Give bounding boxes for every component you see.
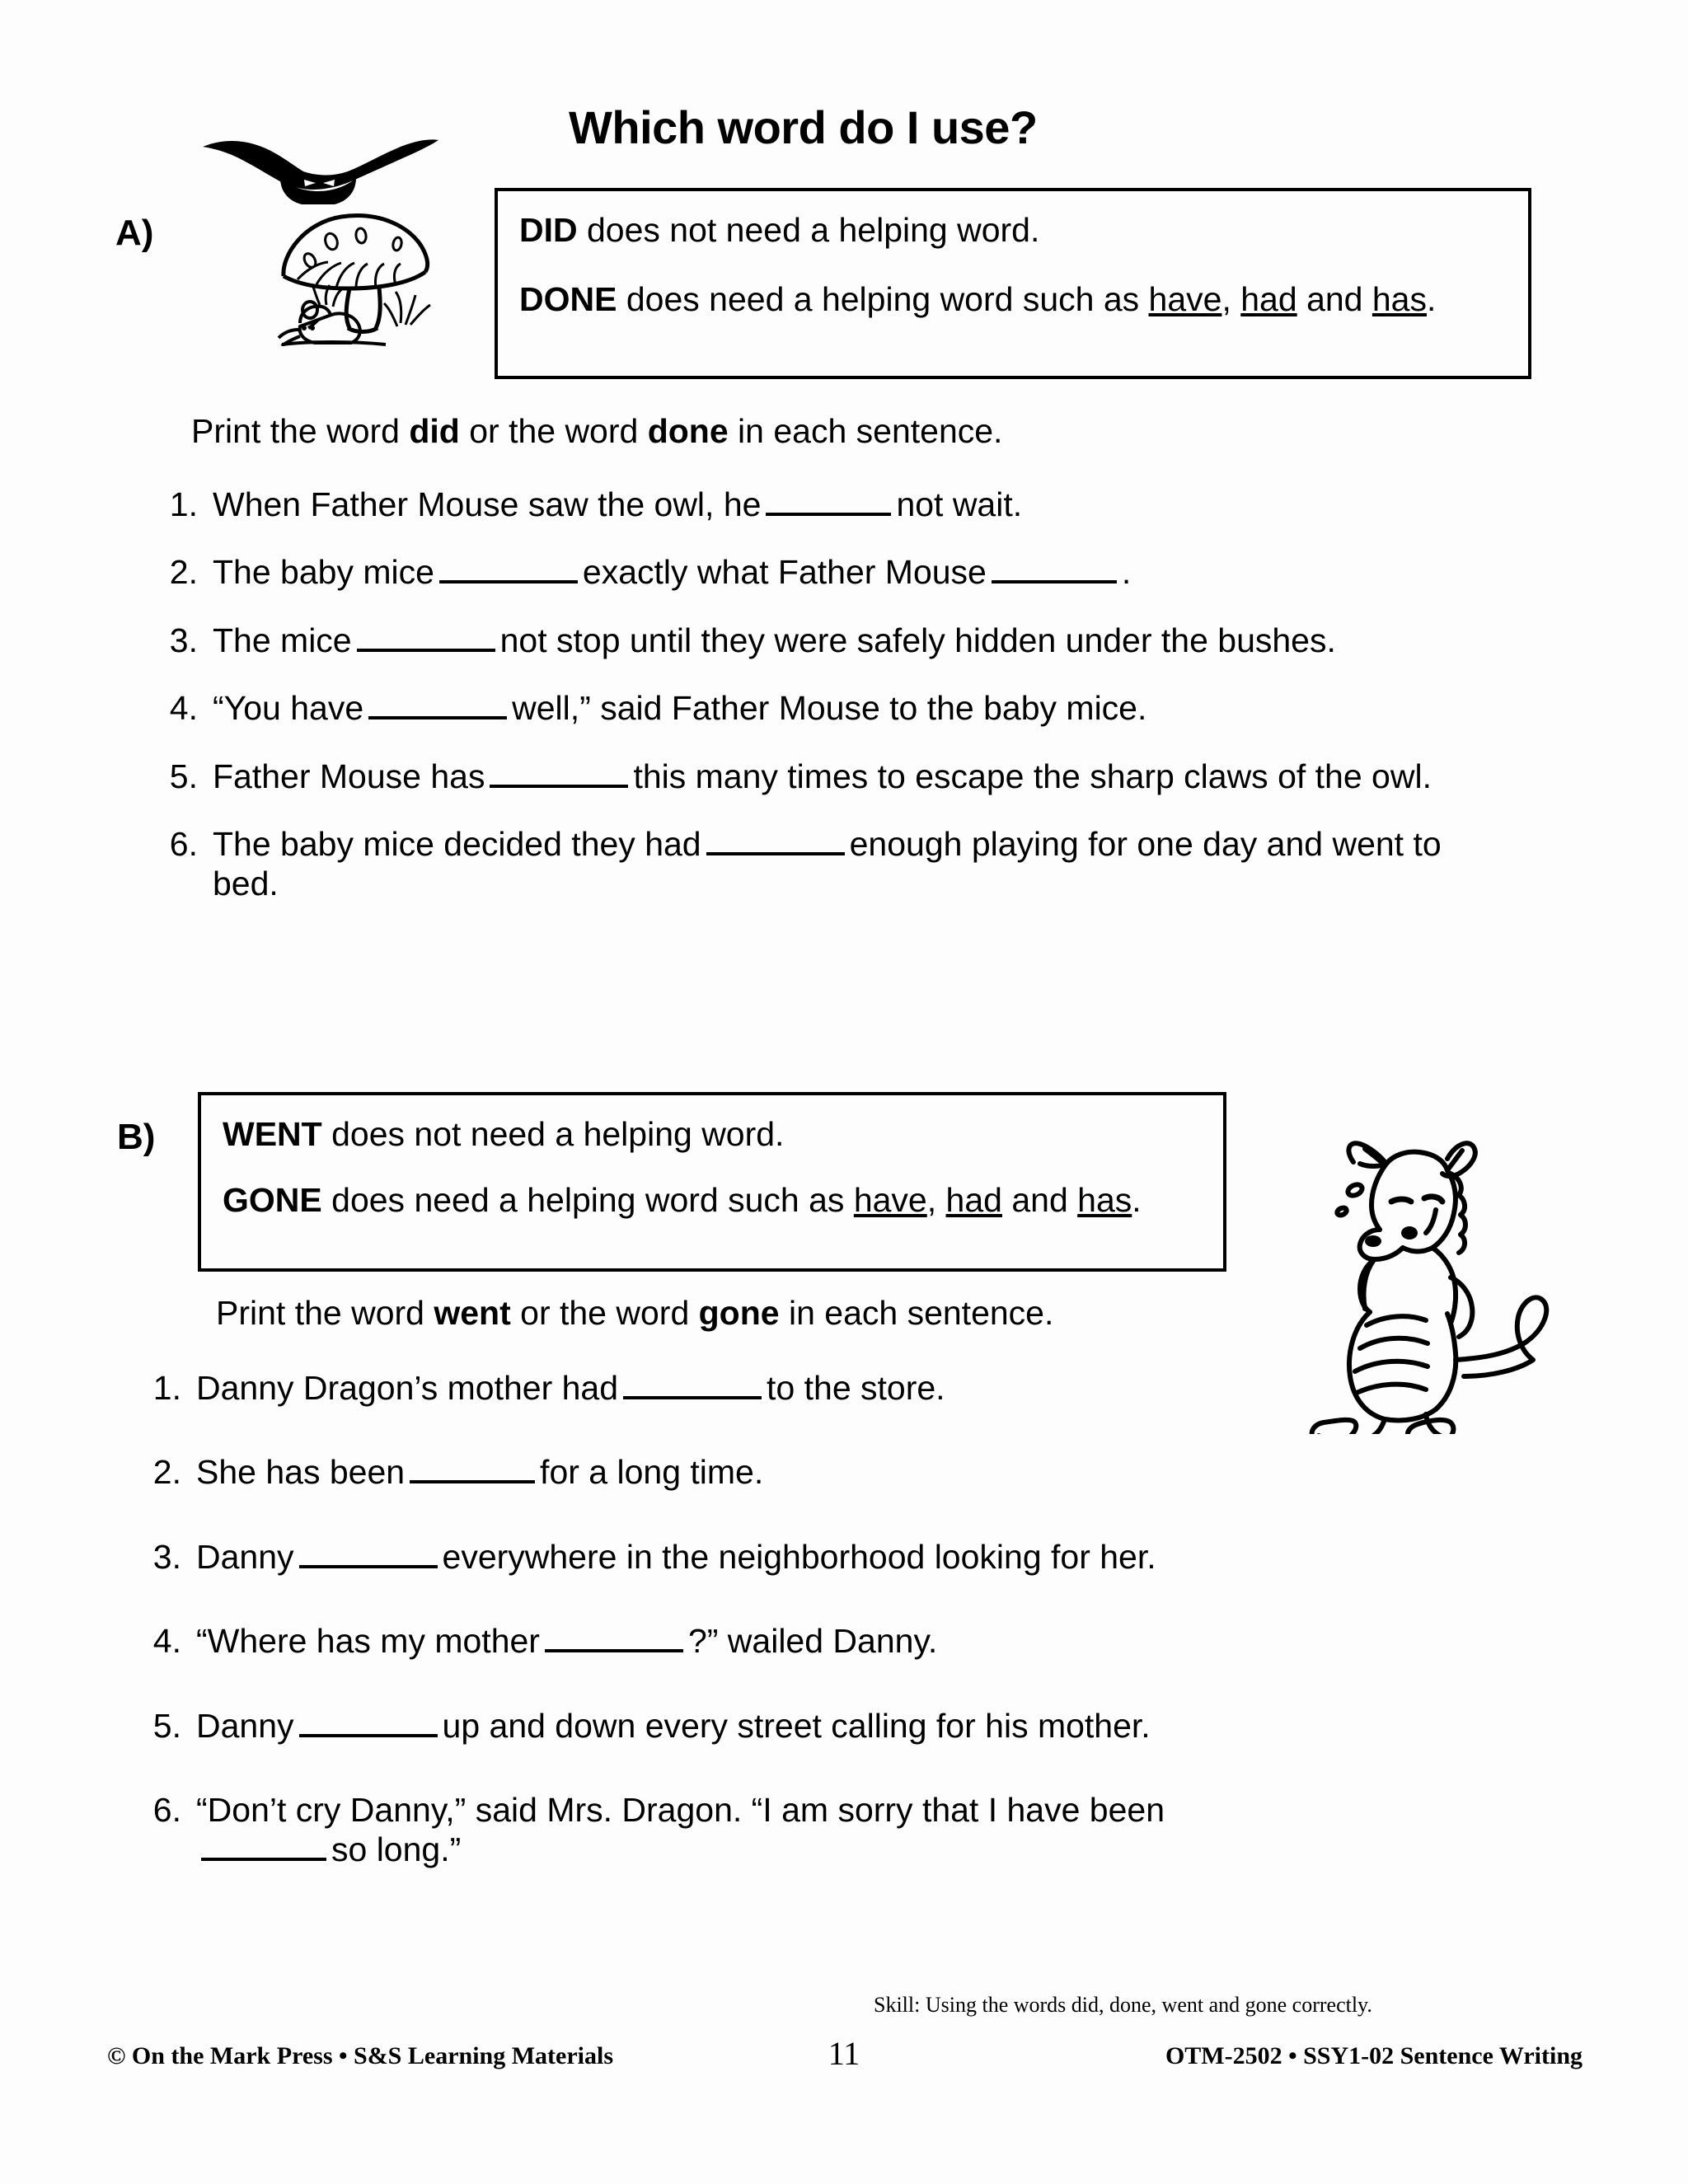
answer-blank[interactable]	[201, 1830, 326, 1861]
instruction-a-post: in each sentence.	[728, 412, 1003, 450]
question-text-pre: “You have	[213, 689, 364, 728]
question-item	[130, 1368, 1498, 1408]
rule-line-gone	[223, 1179, 1202, 1221]
instruction-b-post: in each sentence.	[779, 1294, 1054, 1332]
rule-mid-and: and	[1001, 1181, 1078, 1220]
question-text-pre: When Father Mouse saw the owl, he	[213, 485, 762, 523]
footer-copyright: © On the Mark Press • S&S Learning Materials	[107, 2042, 613, 2069]
question-text	[213, 485, 1515, 524]
question-list-a	[147, 485, 1515, 932]
question-number: 2.	[169, 553, 198, 592]
rule-end-period: .	[1426, 280, 1437, 319]
question-item	[130, 1452, 1498, 1492]
rule-text-went: does not need a helping word.	[321, 1115, 785, 1153]
question-item	[130, 1790, 1498, 1870]
question-text-post: for a long time.	[540, 1453, 764, 1492]
section-label-b: B)	[117, 1117, 156, 1157]
section-label-a: A)	[115, 213, 154, 253]
instruction-a-word-did: did	[409, 412, 460, 450]
rule-box-b	[198, 1092, 1226, 1272]
page-title: Which word do I use?	[569, 101, 1038, 153]
question-item	[147, 824, 1515, 904]
answer-blank[interactable]	[766, 485, 891, 516]
question-text-pre: The baby mice	[213, 553, 434, 592]
question-text	[196, 1706, 1498, 1746]
question-text	[196, 1452, 1498, 1492]
instruction-b-mid: or the word	[510, 1294, 699, 1332]
question-text-post: this many times to escape the sharp claws of the owl.	[633, 757, 1432, 795]
question-text-post: not stop until they were safely hidden under the bushes.	[499, 621, 1336, 659]
helper-word-had: had	[1240, 280, 1297, 319]
question-item	[147, 688, 1515, 728]
question-number: 3.	[169, 621, 198, 659]
question-number: 1.	[169, 485, 198, 523]
instruction-b-word-gone: gone	[698, 1294, 780, 1332]
rule-line-went	[223, 1113, 1202, 1155]
mushroom-icon	[284, 216, 428, 288]
question-text	[196, 1368, 1498, 1408]
helper-word-has: has	[1372, 280, 1427, 319]
question-text-mid: exactly what Father Mouse	[582, 553, 987, 592]
question-item	[130, 1706, 1498, 1746]
question-number: 4.	[169, 689, 198, 728]
instruction-b-word-went: went	[434, 1294, 511, 1332]
question-item	[147, 485, 1515, 524]
question-item	[147, 757, 1515, 796]
question-number: 4.	[152, 1622, 181, 1661]
answer-blank[interactable]	[545, 1621, 683, 1652]
instruction-a-pre: Print the word	[191, 412, 410, 450]
owl-icon	[203, 139, 438, 204]
question-item	[130, 1537, 1498, 1577]
question-number: 5.	[169, 757, 198, 795]
question-text-post: not wait.	[896, 485, 1023, 523]
question-text-pre: The mice	[213, 621, 352, 659]
rule-text-did: does not need a helping word.	[577, 211, 1040, 249]
helper-word-have: have	[1148, 280, 1222, 319]
question-text	[213, 757, 1515, 796]
rule-mid-and: and	[1296, 280, 1372, 319]
instruction-a-word-done: done	[647, 412, 729, 450]
rule-line-done	[519, 279, 1507, 320]
question-text	[213, 824, 1515, 904]
answer-blank[interactable]	[706, 824, 845, 855]
question-text-pre: She has been	[196, 1453, 406, 1492]
question-text	[213, 621, 1515, 660]
question-item	[147, 621, 1515, 660]
keyword-gone: GONE	[223, 1181, 322, 1220]
answer-blank[interactable]	[299, 1537, 438, 1568]
question-text	[196, 1790, 1498, 1870]
rule-sep-1: ,	[1221, 280, 1241, 319]
answer-blank[interactable]	[623, 1368, 762, 1399]
question-text	[196, 1621, 1498, 1661]
answer-blank[interactable]	[992, 552, 1117, 583]
question-text-post: ?” wailed Danny.	[687, 1622, 938, 1661]
question-text	[213, 552, 1515, 592]
answer-blank[interactable]	[357, 621, 495, 652]
skill-line: Skill: Using the words did, done, went and gone correctly.	[874, 1993, 1372, 2017]
question-item	[147, 552, 1515, 592]
helper-word-has: has	[1077, 1181, 1132, 1220]
question-text-post: enough playing for one day and went to bed.	[213, 824, 1442, 903]
footer-code: OTM-2502 • SSY1-02 Sentence Writing	[1165, 2042, 1582, 2069]
question-text-post: to the store.	[767, 1369, 945, 1407]
question-number: 2.	[152, 1453, 181, 1492]
keyword-done: DONE	[519, 280, 617, 319]
question-list-b	[130, 1368, 1498, 1915]
question-number: 3.	[152, 1537, 181, 1576]
helper-word-have: have	[853, 1181, 927, 1220]
instruction-a-mid: or the word	[459, 412, 648, 450]
question-number: 5.	[152, 1706, 181, 1745]
instruction-b-pre: Print the word	[216, 1294, 434, 1332]
rule-end-period: .	[1132, 1181, 1142, 1220]
rule-sep-1: ,	[926, 1181, 946, 1220]
question-item	[130, 1621, 1498, 1661]
question-text	[213, 688, 1515, 728]
owl-mushroom-illustration	[195, 107, 467, 346]
answer-blank[interactable]	[439, 552, 578, 583]
answer-blank[interactable]	[299, 1706, 438, 1737]
question-text-post: everywhere in the neighborhood looking for her.	[442, 1537, 1156, 1576]
page-number: 11	[828, 2035, 860, 2072]
question-text-post: up and down every street calling for his mother.	[442, 1706, 1151, 1745]
question-text-pre: Danny	[196, 1537, 294, 1576]
answer-blank[interactable]	[490, 757, 628, 788]
question-number: 6.	[169, 824, 198, 863]
rule-text-done-pre: does need a helping word such as	[617, 280, 1149, 319]
instruction-a	[191, 412, 1002, 451]
question-text-pre: The baby mice decided they had	[213, 824, 701, 863]
helper-word-had: had	[945, 1181, 1002, 1220]
keyword-went: WENT	[223, 1115, 322, 1153]
question-text-pre: “Don’t cry Danny,” said Mrs. Dragon. “I am sorry that I have been	[196, 1790, 1165, 1829]
question-number: 6.	[152, 1790, 181, 1829]
instruction-b	[216, 1294, 1053, 1333]
question-text	[196, 1537, 1498, 1577]
question-text-pre: “Where has my mother	[196, 1622, 540, 1661]
question-text-post: well,” said Father Mouse to the baby mice.	[512, 689, 1147, 728]
rule-text-gone-pre: does need a helping word such as	[321, 1181, 854, 1220]
keyword-did: DID	[519, 211, 578, 249]
question-text-pre: Danny	[196, 1706, 294, 1745]
question-number: 1.	[152, 1369, 181, 1407]
question-text-pre: Father Mouse has	[213, 757, 485, 795]
rule-line-did	[519, 209, 1507, 251]
question-text-pre: Danny Dragon’s mother had	[196, 1369, 619, 1407]
question-text-post: .	[1121, 553, 1132, 592]
rule-box-a	[495, 188, 1531, 379]
answer-blank[interactable]	[410, 1452, 535, 1483]
answer-blank[interactable]	[368, 688, 507, 719]
question-text-post: so long.”	[331, 1830, 462, 1869]
